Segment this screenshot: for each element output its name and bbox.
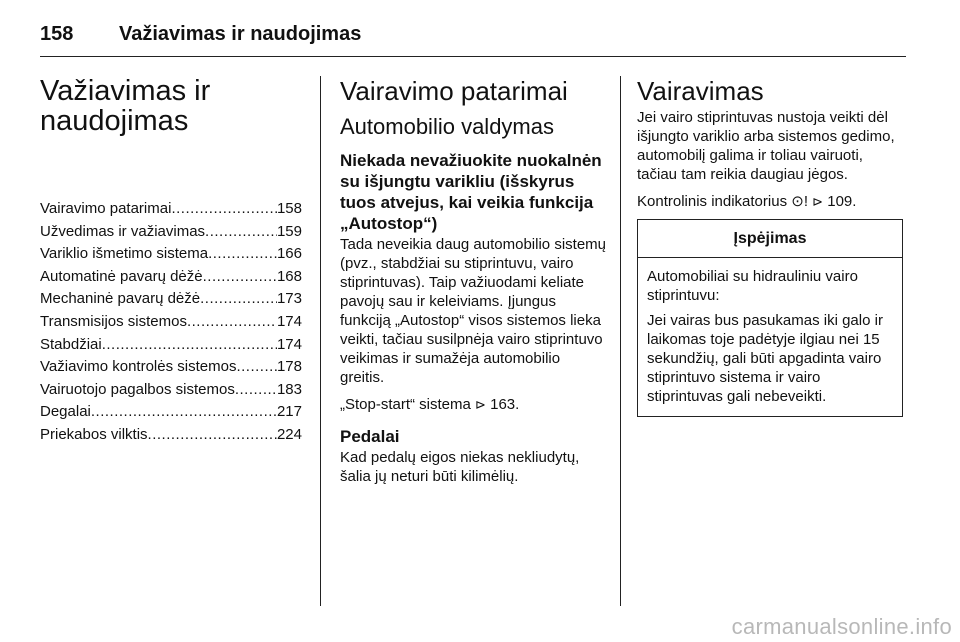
cross-reference	[637, 192, 903, 211]
cross-reference	[340, 395, 606, 414]
subsection-heading: Automobilio valdymas	[340, 114, 554, 139]
toc-entry-title: Mechaninė pavarų dėžė	[40, 290, 201, 308]
warning-box	[637, 219, 903, 417]
warning-paragraph: Jei vairas bus pasukamas iki galo ir laikomas toje padėtyje ilgiau nei 15 sekundžių, gali būti apgadinta vairo stiprintuvo sistema ir vairo stiprintuvas gali nebeveikti.	[647, 312, 883, 405]
toc-entry-title: Transmisijos sistemos	[40, 312, 187, 330]
warning-paragraph: Automobiliai su hidrauliniu vairo stiprintuvu:	[647, 268, 858, 304]
toc-entry-title: Vairavimo patarimai	[40, 200, 172, 217]
toc-entry-page: 217	[276, 403, 302, 421]
toc-entry-page: 159	[276, 222, 302, 240]
toc-entry[interactable]	[40, 311, 302, 334]
toc-leader-dots	[148, 424, 277, 447]
toc-entry-title: Stabdžiai	[40, 335, 102, 353]
body-paragraph: Jei vairo stiprintuvas nustoja veikti dėl išjungto variklio arba sistemos gedimo, automobilį galima ir toliau vairuoti, tačiau tam reikia daugiau jėgos.	[637, 109, 895, 183]
toc-leader-dots	[200, 288, 277, 311]
toc-leader-dots	[171, 198, 277, 221]
toc-leader-dots	[235, 379, 277, 402]
body-paragraph: Tada neveikia daug automobilio sistemų (pvz., stabdžiai su stiprintuvu, vairo stiprintuvas). Taip važiuodami keliate pavojų sau ir keleiviams. Įjungus funkciją „Autostop“ visos sistemos lieka veikti, tačiau susilpnėja vairo stiprintuvo veikimas ir sumažėja automobilio greitis.	[340, 236, 606, 386]
watermark: carmanualsonline.info	[731, 614, 952, 639]
toc-entry[interactable]	[40, 334, 302, 357]
topic-heading-pedals: Pedalai	[340, 427, 400, 446]
toc-entry-page: 166	[276, 245, 302, 263]
subsection-heading: Vairavimas	[637, 76, 764, 106]
toc-leader-dots	[203, 266, 277, 289]
cross-reference-text: Kontrolinis indikatorius	[637, 193, 788, 210]
toc-entry[interactable]	[40, 198, 302, 221]
right-column	[637, 76, 903, 417]
table-of-contents	[40, 198, 302, 447]
page-reference-icon: ⊳	[812, 194, 824, 209]
toc-entry-page: 174	[276, 312, 302, 330]
toc-entry-page: 183	[276, 380, 302, 398]
toc-entry-page: 158	[276, 200, 302, 217]
toc-entry[interactable]	[40, 221, 302, 244]
column-divider	[620, 76, 621, 606]
warning-body	[638, 258, 902, 416]
page-header	[40, 18, 906, 57]
toc-entry-page: 224	[276, 425, 302, 443]
toc-leader-dots	[91, 401, 277, 424]
toc-entry-title: Vairuotojo pagalbos sistemos	[40, 380, 235, 398]
column-divider	[320, 76, 321, 606]
toc-leader-dots	[187, 311, 277, 334]
toc-entry[interactable]	[40, 243, 302, 266]
cross-reference-page[interactable]: 109.	[827, 193, 857, 210]
toc-entry[interactable]	[40, 424, 302, 447]
toc-entry[interactable]	[40, 288, 302, 311]
cross-reference-page[interactable]: 163.	[490, 396, 520, 413]
toc-entry-page: 178	[276, 358, 302, 376]
running-header-section: Važiavimas ir naudojimas	[119, 23, 362, 45]
toc-entry[interactable]	[40, 356, 302, 379]
page-number: 158	[40, 23, 74, 45]
toc-entry-page: 173	[276, 290, 302, 308]
toc-entry[interactable]	[40, 401, 302, 424]
topic-heading: Niekada nevažiuokite nuokalnėn su išjungtu varikliu (išskyrus tuos atvejus, kai veikia funkcija „Autostop“)	[340, 151, 602, 233]
chapter-title: Važiavimas ir naudojimas	[40, 75, 211, 137]
toc-leader-dots	[236, 356, 277, 379]
toc-entry-title: Automatinė pavarų dėžė	[40, 267, 203, 285]
page-reference-icon: ⊳	[475, 397, 486, 412]
toc-entry[interactable]	[40, 266, 302, 289]
toc-entry-title: Degalai	[40, 403, 91, 421]
toc-leader-dots	[102, 334, 277, 357]
body-paragraph: Kad pedalų eigos niekas nekliudytų, šalia jų neturi būti kilimėlių.	[340, 449, 580, 485]
toc-entry-title: Variklio išmetimo sistema	[40, 245, 209, 263]
toc-leader-dots	[208, 243, 277, 266]
toc-entry[interactable]	[40, 379, 302, 402]
toc-entry-page: 174	[276, 335, 302, 353]
toc-leader-dots	[205, 221, 277, 244]
toc-entry-page: 168	[276, 267, 302, 285]
steering-warning-icon: ⊙!	[791, 193, 808, 210]
cross-reference-text: „Stop-start“ sistema	[340, 396, 471, 413]
middle-column	[340, 76, 606, 494]
toc-entry-title: Važiavimo kontrolės sistemos	[40, 358, 237, 376]
toc-entry-title: Priekabos vilktis	[40, 425, 148, 443]
toc-entry-title: Užvedimas ir važiavimas	[40, 222, 206, 240]
toc-column	[40, 76, 302, 447]
warning-title: Įspėjimas	[638, 220, 902, 258]
section-heading: Vairavimo patarimai	[340, 76, 568, 106]
